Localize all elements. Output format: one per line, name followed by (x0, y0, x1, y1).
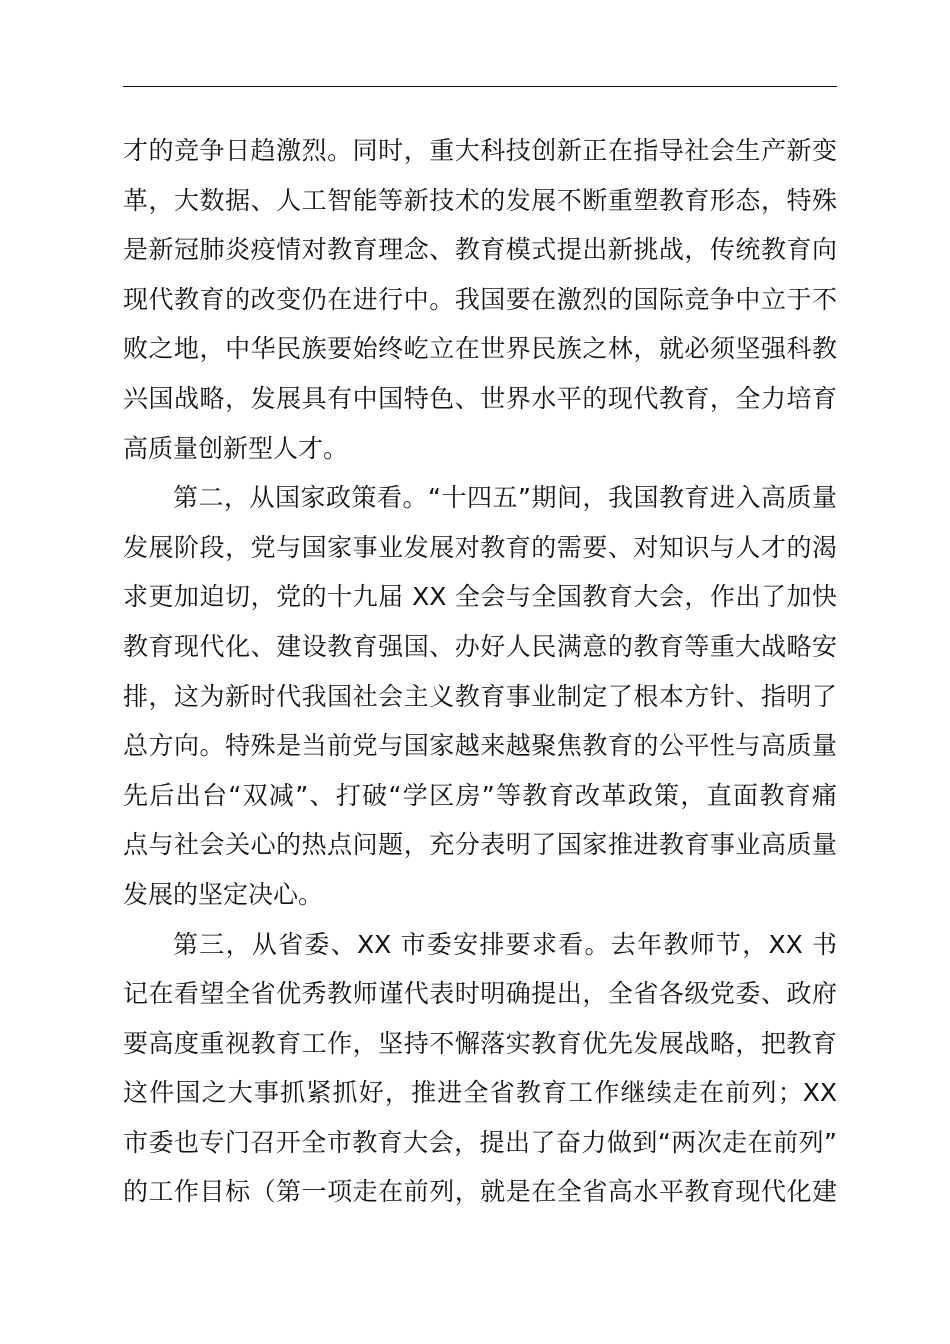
text-line: 败之地，中华民族要始终屹立在世界民族之林，就必须坚强科教 (123, 334, 837, 364)
body-text (123, 126, 837, 1217)
text-line: 要高度重视教育工作，坚持不懈落实教育优先发展战略，把教育 (123, 1028, 837, 1058)
text-line: 记在看望全省优秀教师谨代表时明确提出，全省各级党委、政府 (123, 979, 837, 1009)
text-line: 总方向。特殊是当前党与国家越来越聚焦教育的公平性与高质量 (123, 731, 837, 761)
text-line: 革，大数据、人工智能等新技术的发展不断重塑教育形态，特殊 (123, 185, 837, 215)
paragraph-first-line: 第二，从国家政策看。“十四五”期间，我国教育进入高质量 (173, 483, 837, 513)
text-line: 教育现代化、建设教育强国、办好人民满意的教育等重大战略安 (123, 631, 837, 661)
text-line: 高质量创新型人才。 (123, 433, 349, 463)
text-line: 现代教育的改变仍在进行中。我国要在激烈的国际竞争中立于不 (123, 284, 837, 314)
text-line: 才的竞争日趋激烈。同时，重大科技创新正在指导社会生产新变 (123, 136, 837, 165)
text-line: 求更加迫切，党的十九届 XX 全会与全国教育大会，作出了加快 (123, 582, 837, 612)
text-line: 点与社会关心的热点问题，充分表明了国家推进教育事业高质量 (123, 830, 837, 860)
text-line: 发展的坚定决心。 (123, 879, 324, 909)
text-line: 市委也专门召开全市教育大会，提出了奋力做到“两次走在前列” (123, 1127, 837, 1157)
text-line: 是新冠肺炎疫情对教育理念、教育模式提出新挑战，传统教育向 (123, 235, 837, 265)
text-line: 发展阶段，党与国家事业发展对教育的需要、对知识与人才的渴 (123, 532, 837, 562)
text-line: 兴国战略，发展具有中国特色、世界水平的现代教育，全力培育 (123, 383, 837, 413)
text-line: 的工作目标（第一项走在前列，就是在全省高水平教育现代化建 (123, 1177, 837, 1207)
text-line: 先后出台“双减”、打破“学区房”等教育改革政策，直面教育痛 (123, 780, 837, 810)
text-line: 排，这为新时代我国社会主义教育事业制定了根本方针、指明了 (123, 681, 837, 711)
text-line: 这件国之大事抓紧抓好，推进全省教育工作继续走在前列；XX (123, 1078, 837, 1108)
paragraph-first-line: 第三，从省委、XX 市委安排要求看。去年教师节，XX 书 (173, 929, 837, 959)
header-rule (123, 86, 837, 87)
